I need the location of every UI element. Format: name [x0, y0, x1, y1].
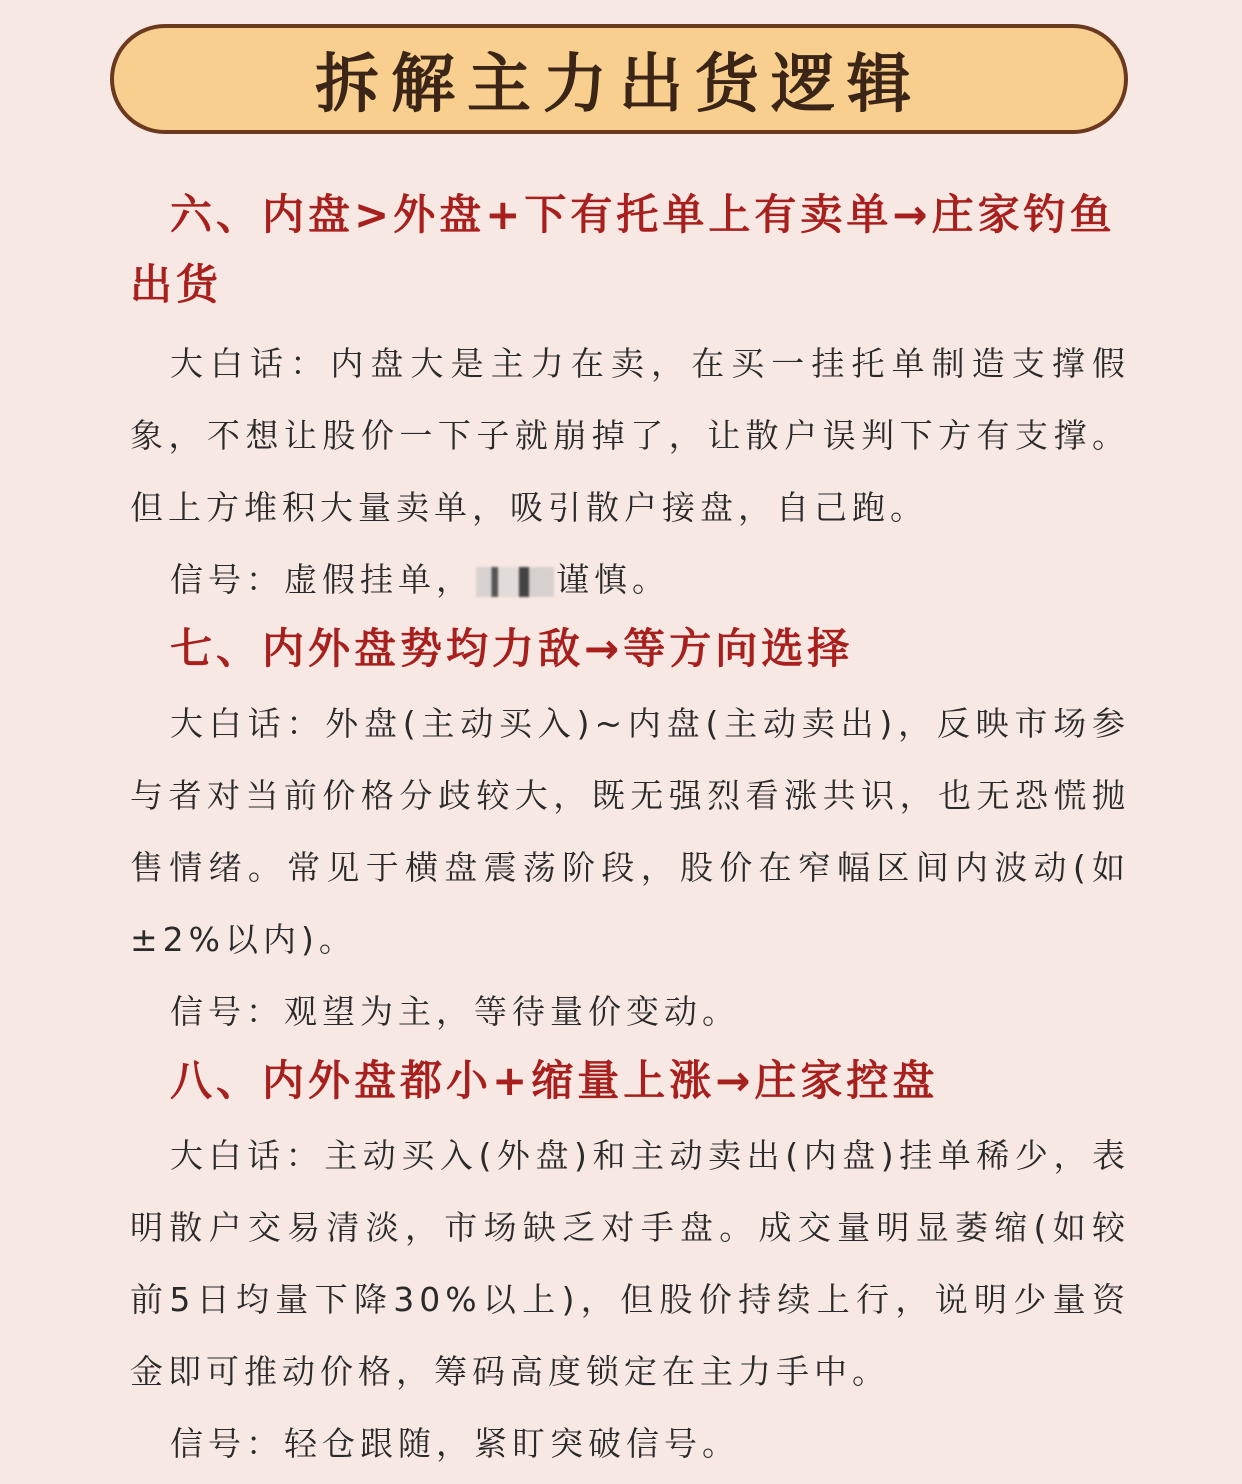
title-banner	[110, 24, 1128, 134]
page-title: 拆解主力出货逻辑	[315, 48, 923, 122]
section-7-signal: 信号：观望为主，等待量价变动。	[170, 992, 740, 1031]
section-6-signal	[170, 544, 670, 616]
section-8-heading: 八、内外盘都小+缩量上涨→庄家控盘	[170, 1056, 939, 1105]
section-6-signal-start: 信号：虚假挂单，	[170, 560, 474, 599]
section-8-paragraph: 大白话：主动买入(外盘)和主动卖出(内盘)挂单稀少，表明散户交易清淡，市场缺乏对手盘。成交量明显萎缩(如较前5日均量下降30%以上)，但股价持续上行，说明少量资金即可推动价格，筹码高度锁定在主力手中。	[130, 1136, 1130, 1391]
section-7-heading: 七、内外盘势均力敌→等方向选择	[170, 624, 854, 673]
section-7-paragraph: 大白话：外盘(主动买入)~内盘(主动卖出)，反映市场参与者对当前价格分歧较大，既无强烈看涨共识，也无恐慌抛售情绪。常见于横盘震荡阶段，股价在窄幅区间内波动(如±2%以内)。	[130, 704, 1130, 959]
section-8-signal: 信号：轻仓跟随，紧盯突破信号。	[170, 1424, 740, 1463]
section-6-signal-end: 谨慎。	[556, 560, 670, 599]
section-6-heading: 六、内盘>外盘+下有托单上有卖单→庄家钓鱼出货	[130, 190, 1116, 309]
redacted-block	[476, 567, 554, 597]
section-6-paragraph: 大白话：内盘大是主力在卖，在买一挂托单制造支撑假象，不想让股价一下子就崩掉了，让散户误判下方有支撑。但上方堆积大量卖单，吸引散户接盘，自己跑。	[130, 344, 1130, 527]
